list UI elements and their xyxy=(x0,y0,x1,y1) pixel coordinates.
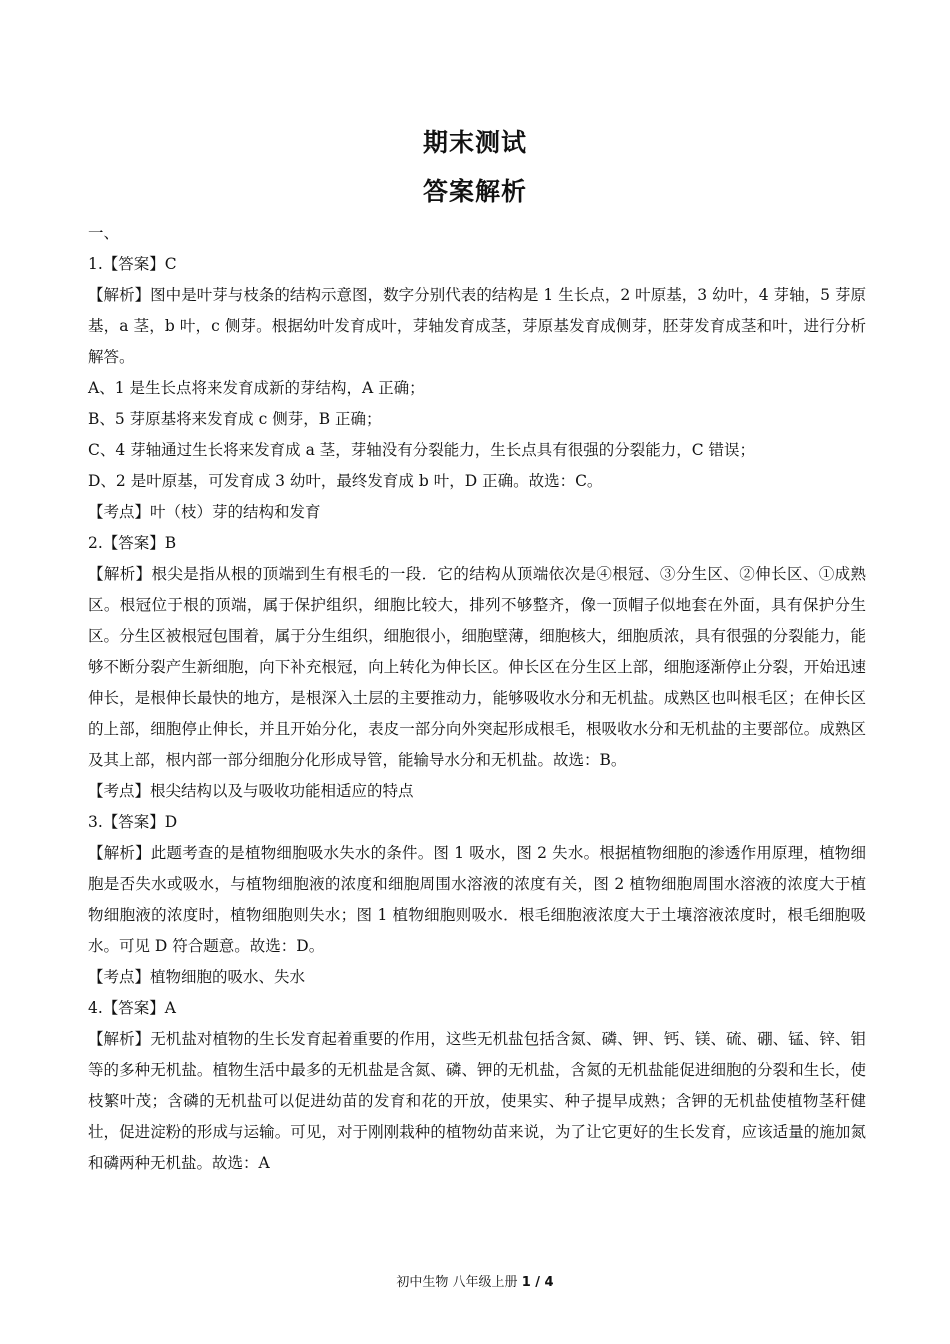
page-number: 1 / 4 xyxy=(521,1275,554,1290)
q3-analysis: 【解析】此题考查的是植物细胞吸水失水的条件。图 1 吸水，图 2 失水。根据植物细胞的渗透作用原理，植物细胞是否失水或吸水，与植物细胞液的浓度和细胞周围水溶液的浓度有关，图 2 植物细胞周围水溶液的浓度大于植物细胞液的浓度时，植物细胞则失水；图 1 植物细胞则吸水．根毛细胞液浓度大于土壤溶液浓度时，根毛细胞吸水。可见 D 符合题意。故选：D。 xyxy=(88,844,866,955)
q2-point: 【考点】根尖结构以及与吸收功能相适应的特点 xyxy=(88,782,414,800)
page-subtitle: 答案解析 xyxy=(422,177,527,206)
page-title: 期末测试 xyxy=(422,128,527,157)
q3-point: 【考点】植物细胞的吸水、失水 xyxy=(88,968,306,986)
document-body xyxy=(88,218,866,1179)
footer-course: 初中生物 八年级上册 xyxy=(396,1275,522,1290)
q1-answer: 1.【答案】C xyxy=(88,255,177,273)
q4-analysis: 【解析】无机盐对植物的生长发育起着重要的作用，这些无机盐包括含氮、磷、钾、钙、镁、硫、硼、锰、锌、钼等的多种无机盐。植物生活中最多的无机盐是含氮、磷、钾的无机盐，含氮的无机盐能促进细胞的分裂和生长，使枝繁叶茂；含磷的无机盐可以促进幼苗的发育和花的开放，使果实、种子提早成熟；含钾的无机盐使植物茎秆健壮，促进淀粉的形成与运输。可见，对于刚刚栽种的植物幼苗来说，为了让它更好的生长发育，应该适量的施加氮和磷两种无机盐。故选：A xyxy=(88,1030,866,1172)
q1-analysis: 【解析】图中是叶芽与枝条的结构示意图，数字分别代表的结构是 1 生长点，2 叶原基，3 幼叶，4 芽轴，5 芽原基，a 茎，b 叶，c 侧芽。根据幼叶发育成叶，芽轴发育成茎，芽原基发育成侧芽，胚芽发育成茎和叶，进行分析解答。 xyxy=(88,286,866,366)
q1-option-a: A、1 是生长点将来发育成新的芽结构，A 正确； xyxy=(88,379,425,397)
section-heading: 一、 xyxy=(88,224,120,242)
q4-answer: 4.【答案】A xyxy=(88,999,176,1017)
q1-point: 【考点】叶（枝）芽的结构和发育 xyxy=(88,503,321,521)
q2-answer: 2.【答案】B xyxy=(88,534,177,552)
q2-analysis: 【解析】根尖是指从根的顶端到生有根毛的一段．它的结构从顶端依次是④根冠、③分生区、②伸长区、①成熟区。根冠位于根的顶端，属于保护组织，细胞比较大，排列不够整齐，像一顶帽子似地套在外面，具有保护分生区。分生区被根冠包围着，属于分生组织，细胞很小，细胞壁薄，细胞核大，细胞质浓，具有很强的分裂能力，能够不断分裂产生新细胞，向下补充根冠，向上转化为伸长区。伸长区在分生区上部，细胞逐渐停止分裂，开始迅速伸长，是根伸长最快的地方，是根深入土层的主要推动力，能够吸收水分和无机盐。成熟区也叫根毛区；在伸长区的上部，细胞停止伸长，并且开始分化，表皮一部分向外突起形成根毛，根吸收水分和无机盐的主要部位。成熟区及其上部，根内部一部分细胞分化形成导管，能输导水分和无机盐。故选：B。 xyxy=(88,565,866,769)
q1-option-d: D、2 是叶原基，可发育成 3 幼叶，最终发育成 b 叶，D 正确。故选：C。 xyxy=(88,472,603,490)
q1-option-c: C、4 芽轴通过生长将来发育成 a 茎，芽轴没有分裂能力，生长点具有很强的分裂能力，C 错误； xyxy=(88,441,756,459)
q3-answer: 3.【答案】D xyxy=(88,813,178,831)
page-footer xyxy=(0,1271,950,1290)
q1-option-b: B、5 芽原基将来发育成 c 侧芽，B 正确； xyxy=(88,410,382,428)
